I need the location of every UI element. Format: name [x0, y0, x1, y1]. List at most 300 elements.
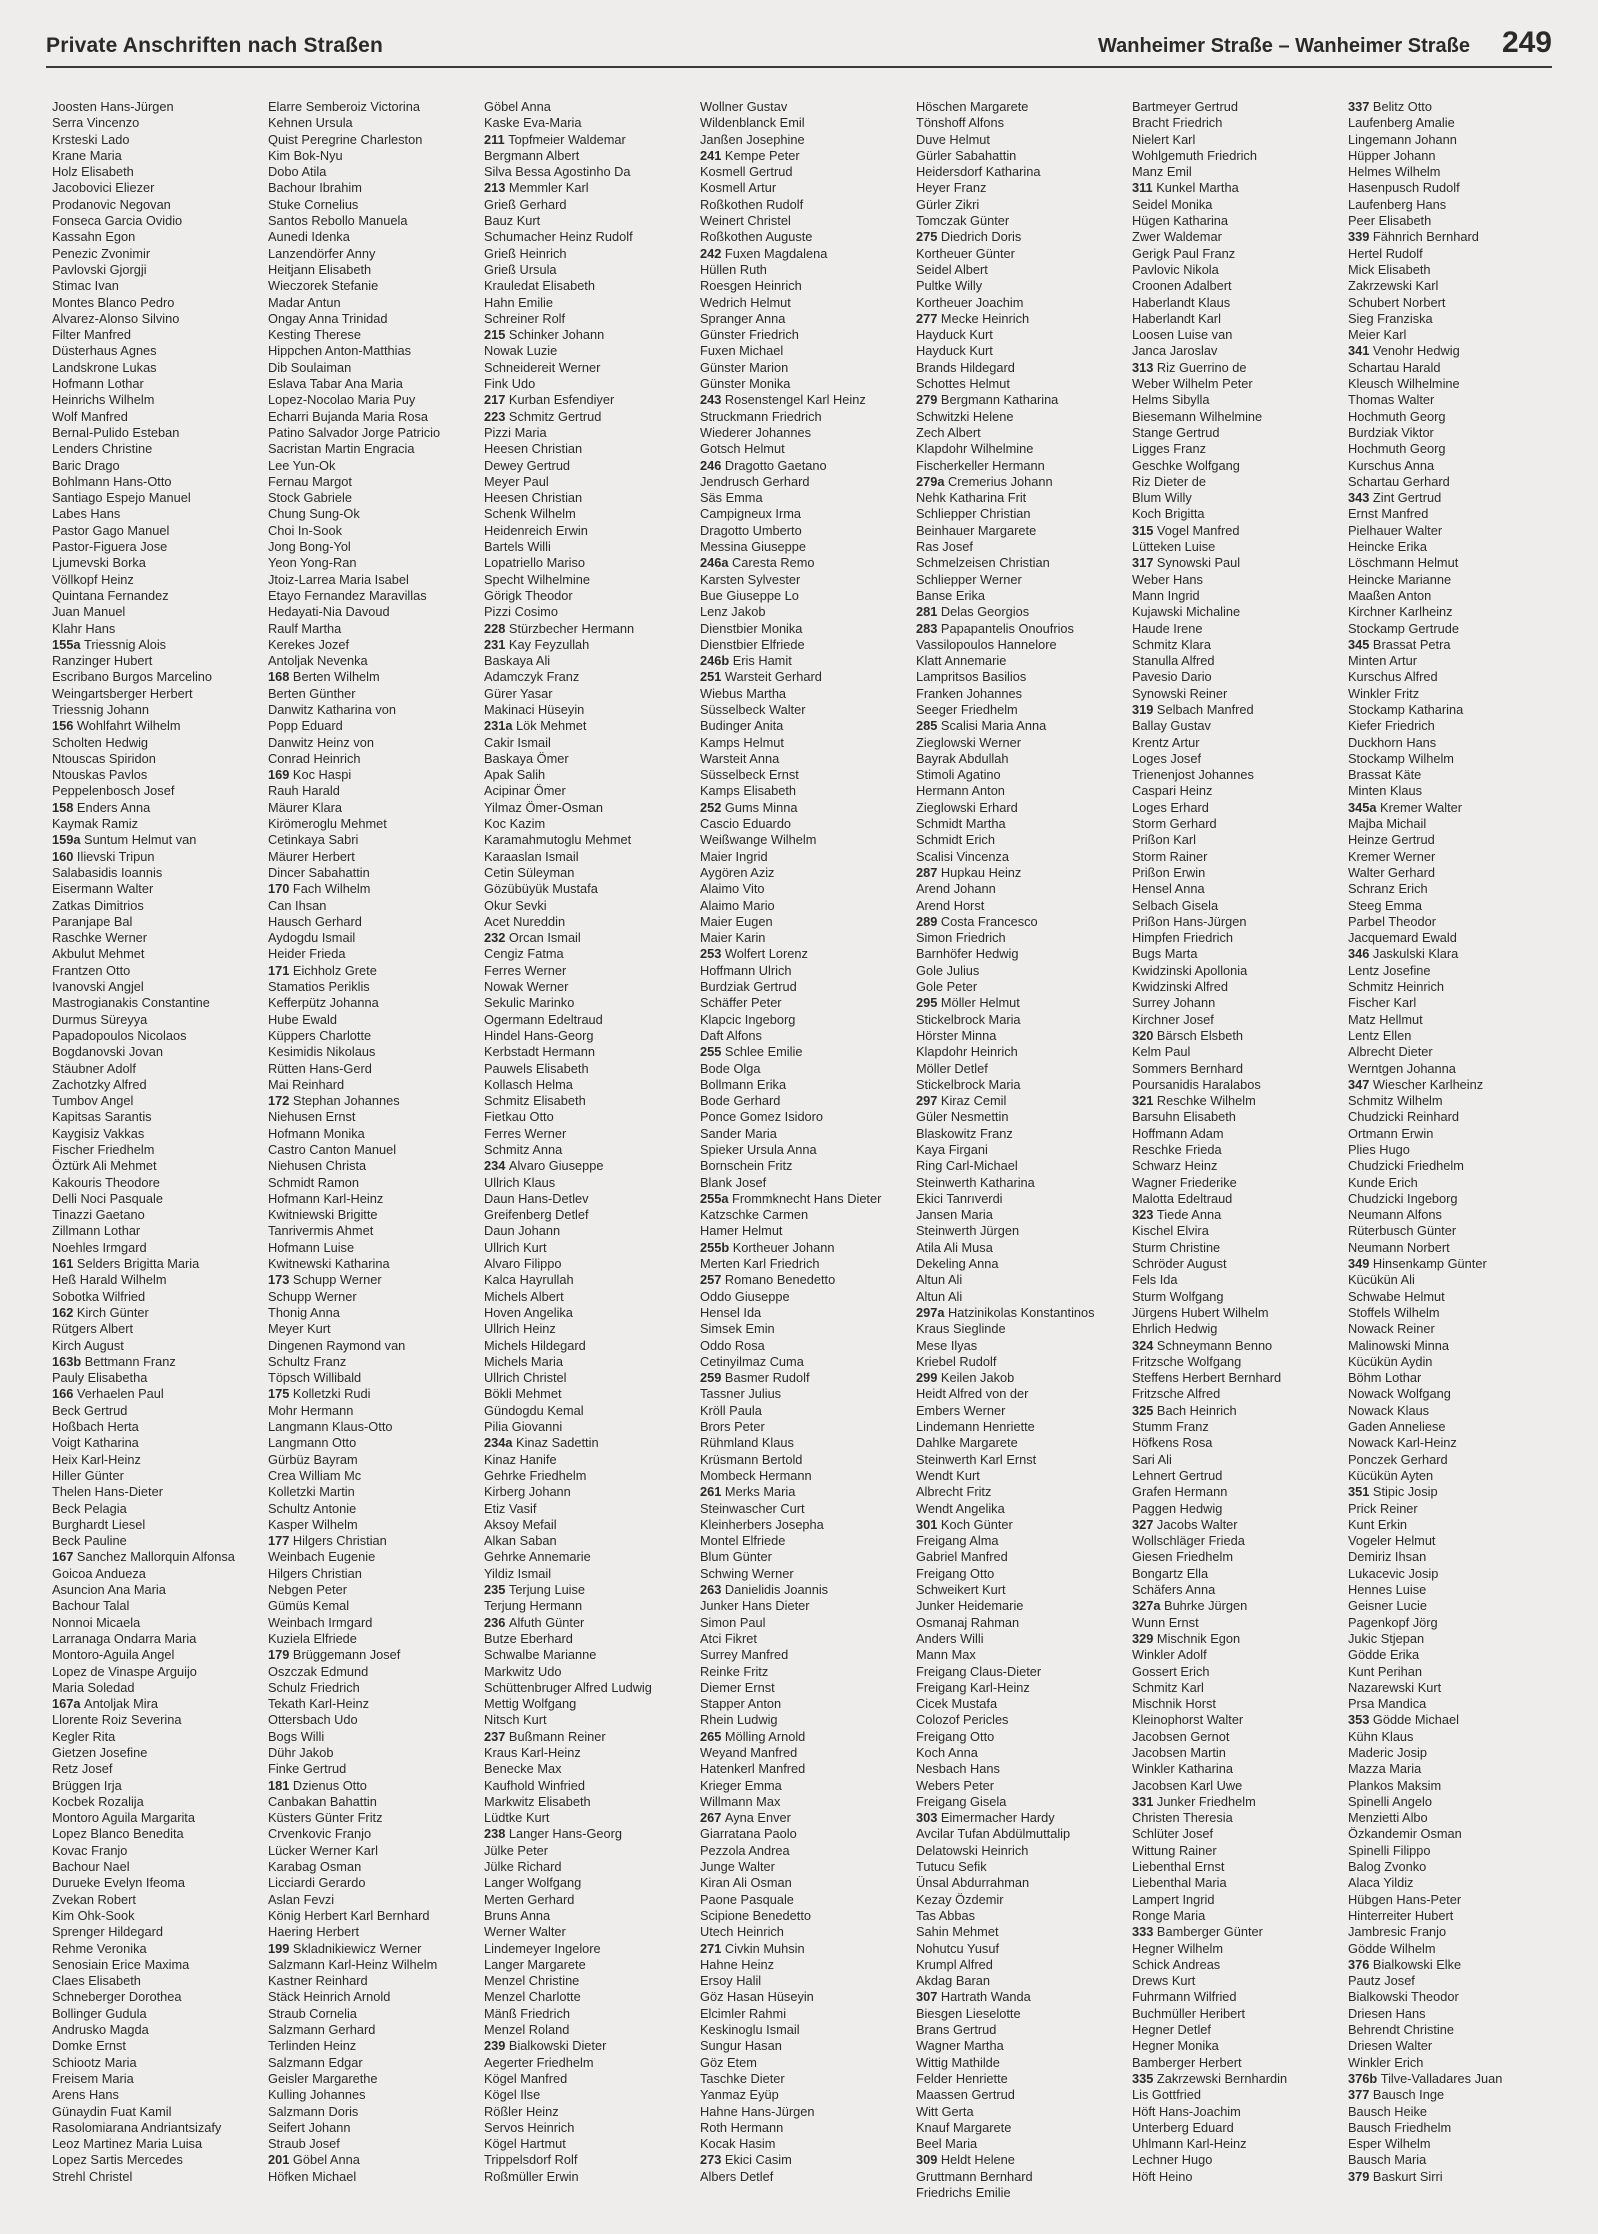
directory-entry	[52, 1044, 235, 1060]
directory-entry	[52, 1631, 235, 1647]
directory-entry	[916, 1924, 1095, 1940]
directory-entry	[1348, 1647, 1502, 1663]
directory-entry	[1348, 1044, 1502, 1060]
resident-name: Oddo Rosa	[700, 1337, 765, 1353]
directory-entry	[1348, 2120, 1502, 2136]
resident-name: Voigt Katharina	[52, 1435, 139, 1451]
directory-entry	[484, 1533, 652, 1549]
directory-entry	[268, 702, 440, 718]
directory-entry	[484, 1386, 652, 1402]
directory-entry	[484, 2055, 652, 2071]
directory-entry	[700, 343, 881, 359]
directory-entry	[1348, 686, 1502, 702]
directory-entry	[1348, 2136, 1502, 2152]
resident-name: Kirömeroglu Mehmet	[268, 816, 387, 832]
resident-name: Lampritsos Basilios	[916, 669, 1027, 685]
house-number: 231	[484, 636, 509, 652]
resident-name: Baskurt Sirri	[1372, 2168, 1443, 2184]
directory-entry	[52, 1810, 235, 1826]
resident-name: Triessnig Alois	[84, 636, 167, 652]
resident-name: Duve Helmut	[916, 131, 990, 147]
resident-name: Grieß Gerhard	[484, 196, 567, 212]
directory-entry	[484, 572, 652, 588]
resident-name: Drews Kurt	[1132, 1973, 1196, 1989]
directory-entry	[484, 1175, 652, 1191]
resident-name: Kirch August	[52, 1337, 124, 1353]
directory-entry	[484, 1207, 652, 1223]
directory-entry	[1348, 735, 1502, 751]
directory-entry	[52, 1403, 235, 1419]
resident-name: Bamberger Günter	[1156, 1924, 1263, 1940]
directory-entry	[484, 1875, 652, 1891]
resident-name: Hinsenkamp Günter	[1372, 1256, 1487, 1272]
directory-entry	[916, 881, 1095, 897]
directory-entry	[52, 409, 235, 425]
directory-entry	[700, 1989, 881, 2005]
resident-name: Dzienus Otto	[292, 1777, 367, 1793]
resident-name: Bach Heinrich	[1156, 1402, 1237, 1418]
house-number: 251	[700, 669, 725, 685]
resident-name: Elcimler Rahmi	[700, 2005, 787, 2021]
directory-entry	[268, 1240, 440, 1256]
resident-name: Fischerkeller Hermann	[916, 457, 1045, 473]
resident-name: Lindemeyer Ingelore	[484, 1940, 601, 1956]
resident-name: Spranger Anna	[700, 310, 786, 326]
resident-name: Prißon Erwin	[1132, 864, 1206, 880]
directory-entry	[52, 2136, 235, 2152]
directory-entry	[1348, 621, 1502, 637]
resident-name: Hartrath Wanda	[940, 1989, 1031, 2005]
resident-name: Heesen Christian	[484, 490, 583, 506]
directory-entry	[916, 946, 1095, 962]
directory-entry	[52, 376, 235, 392]
resident-name: Krieger Emma	[700, 1777, 782, 1793]
directory-entry	[700, 2152, 881, 2168]
resident-name: Sander Maria	[700, 1125, 777, 1141]
resident-name: Pagenkopf Jörg	[1348, 1614, 1438, 1630]
directory-entry	[1132, 1957, 1287, 1973]
directory-entry	[1348, 1338, 1502, 1354]
resident-name: Maier Ingrid	[700, 848, 768, 864]
directory-entry	[268, 718, 440, 734]
directory-entry	[1132, 800, 1287, 816]
resident-name: Selbach Gisela	[1132, 897, 1219, 913]
directory-entry	[484, 1321, 652, 1337]
resident-name: Ullrich Kurt	[484, 1239, 547, 1255]
resident-name: Michels Albert	[484, 1288, 564, 1304]
directory-entry	[1132, 1191, 1287, 1207]
directory-entry	[268, 327, 440, 343]
resident-name: Llorente Roiz Severina	[52, 1712, 182, 1728]
directory-entry	[1348, 1533, 1502, 1549]
resident-name: Süsselbeck Walter	[700, 701, 806, 717]
resident-name: Geisler Margarethe	[268, 2070, 378, 2086]
directory-entry	[700, 295, 881, 311]
directory-entry	[52, 963, 235, 979]
resident-name: Krane Maria	[52, 147, 122, 163]
directory-entry	[1348, 311, 1502, 327]
resident-name: Hippchen Anton-Matthias	[268, 343, 411, 359]
resident-name: Hiller Günter	[52, 1467, 124, 1483]
directory-entry	[1132, 425, 1287, 441]
house-number: 313	[1132, 359, 1157, 375]
directory-entry	[916, 523, 1095, 539]
resident-name: Bökli Mehmet	[484, 1386, 562, 1402]
directory-entry	[700, 995, 881, 1011]
directory-entry	[916, 1077, 1095, 1093]
directory-entry	[1132, 832, 1287, 848]
resident-name: Laufenberg Amalie	[1348, 115, 1455, 131]
resident-name: Kerbstadt Hermann	[484, 1044, 595, 1060]
resident-name: Özkandemir Osman	[1348, 1826, 1462, 1842]
resident-name: Biesemann Wilhelmine	[1132, 408, 1263, 424]
resident-name: Merks Maria	[724, 1484, 796, 1500]
directory-entry	[484, 1631, 652, 1647]
house-number: 259	[700, 1370, 725, 1386]
directory-entry	[52, 1452, 235, 1468]
directory-entry	[484, 1712, 652, 1728]
resident-name: Schreiner Rolf	[484, 310, 566, 326]
directory-entry	[700, 409, 881, 425]
resident-name: Crea William Mc	[268, 1467, 362, 1483]
directory-entry	[916, 2120, 1095, 2136]
directory-entry	[700, 1647, 881, 1663]
resident-name: Kücükün Ali	[1348, 1272, 1415, 1288]
house-number: 297a	[916, 1304, 949, 1320]
resident-name: Suntum Helmut van	[84, 832, 197, 848]
directory-entry	[1132, 1370, 1287, 1386]
resident-name: Barnhöfer Hedwig	[916, 946, 1019, 962]
directory-entry	[1348, 1452, 1502, 1468]
directory-entry	[1348, 767, 1502, 783]
house-number: 271	[700, 1940, 725, 1956]
resident-name: Krumpl Alfred	[916, 1956, 993, 1972]
resident-name: Loges Erhard	[1132, 799, 1209, 815]
resident-name: Kiraz Cemil	[940, 1093, 1007, 1109]
resident-name: Juan Manuel	[52, 604, 126, 620]
house-number: 263	[700, 1582, 725, 1598]
resident-name: Gümüs Kemal	[268, 1598, 350, 1614]
resident-name: Thomas Walter	[1348, 392, 1435, 408]
directory-entry	[268, 604, 440, 620]
resident-name: Neumann Alfons	[1348, 1207, 1442, 1223]
directory-entry	[268, 1126, 440, 1142]
resident-name: Möller Helmut	[940, 995, 1020, 1011]
resident-name: Günster Marion	[700, 359, 789, 375]
resident-name: Fels Ida	[1132, 1272, 1178, 1288]
resident-name: Bogdanovski Jovan	[52, 1044, 163, 1060]
resident-name: Demiriz Ihsan	[1348, 1549, 1427, 1565]
resident-name: Kulling Johannes	[268, 2087, 366, 2103]
resident-name: Avcilar Tufan Abdülmuttalip	[916, 1826, 1071, 1842]
resident-name: Fink Udo	[484, 376, 536, 392]
resident-name: Can Ihsan	[268, 897, 327, 913]
resident-name: Spinelli Filippo	[1348, 1842, 1431, 1858]
resident-name: Bogs Willi	[268, 1728, 325, 1744]
directory-entry	[916, 1158, 1095, 1174]
directory-entry	[916, 1859, 1095, 1875]
directory-entry	[1132, 686, 1287, 702]
directory-entry	[1348, 1745, 1502, 1761]
directory-entry	[1348, 1908, 1502, 1924]
directory-entry	[52, 604, 235, 620]
directory-entry	[1132, 783, 1287, 799]
resident-name: Karaaslan Ismail	[484, 848, 579, 864]
house-number: 156	[52, 718, 77, 734]
resident-name: Scalisi Maria Anna	[940, 718, 1047, 734]
resident-name: Öztürk Ali Mehmet	[52, 1158, 157, 1174]
resident-name: Sieg Franziska	[1348, 310, 1433, 326]
directory-entry	[52, 197, 235, 213]
resident-name: Terjung Luise	[508, 1582, 586, 1598]
resident-name: Ullrich Heinz	[484, 1321, 556, 1337]
directory-entry	[916, 963, 1095, 979]
directory-entry	[916, 1419, 1095, 1435]
directory-entry	[52, 1484, 235, 1500]
resident-name: Dienstbier Monika	[700, 620, 803, 636]
resident-name: Kögel Ilse	[484, 2087, 541, 2103]
resident-name: Kögel Hartmut	[484, 2136, 566, 2152]
directory-entry	[484, 604, 652, 620]
resident-name: Quintana Fernandez	[52, 587, 169, 603]
directory-entry	[484, 425, 652, 441]
directory-column	[484, 99, 652, 2185]
resident-name: Stoffels Wilhelm	[1348, 1304, 1440, 1320]
house-number: 337	[1348, 99, 1373, 114]
directory-entry	[916, 767, 1095, 783]
directory-entry	[484, 1647, 652, 1663]
resident-name: Nohutcu Yusuf	[916, 1940, 1000, 1956]
directory-entry	[1348, 1794, 1502, 1810]
resident-name: Stockamp Gertrude	[1348, 620, 1459, 636]
directory-entry	[916, 1517, 1095, 1533]
directory-entry	[1132, 1484, 1287, 1500]
directory-entry	[1132, 1533, 1287, 1549]
resident-name: Mischnik Horst	[1132, 1696, 1216, 1712]
house-number: 170	[268, 881, 293, 897]
resident-name: Völlkopf Heinz	[52, 571, 134, 587]
directory-entry	[52, 930, 235, 946]
resident-name: Domke Ernst	[52, 2038, 126, 2054]
directory-entry	[484, 197, 652, 213]
directory-entry	[52, 164, 235, 180]
resident-name: Steinwerth Katharina	[916, 1174, 1035, 1190]
directory-entry	[268, 506, 440, 522]
directory-entry	[52, 392, 235, 408]
resident-name: Lök Mehmet	[516, 718, 587, 734]
house-number: 351	[1348, 1484, 1373, 1500]
resident-name: Verhaelen Paul	[76, 1386, 164, 1402]
resident-name: Gürler Sabahattin	[916, 147, 1017, 163]
resident-name: Stäubner Adolf	[52, 1060, 136, 1076]
directory-entry	[268, 2087, 440, 2103]
resident-name: Blum Günter	[700, 1549, 772, 1565]
directory-entry	[916, 1501, 1095, 1517]
resident-name: Makinaci Hüseyin	[484, 701, 585, 717]
directory-entry	[1132, 2006, 1287, 2022]
resident-name: Gürbüz Bayram	[268, 1451, 358, 1467]
resident-name: Hügen Katharina	[1132, 213, 1229, 229]
directory-entry	[52, 1354, 235, 1370]
directory-entry	[268, 849, 440, 865]
resident-name: Kremer Werner	[1348, 848, 1436, 864]
directory-entry	[484, 881, 652, 897]
resident-name: Beck Gertrud	[52, 1402, 128, 1418]
directory-entry	[1132, 2038, 1287, 2054]
directory-entry	[484, 262, 652, 278]
directory-entry	[1132, 963, 1287, 979]
resident-name: Ottersbach Udo	[268, 1712, 358, 1728]
directory-entry	[1132, 1044, 1287, 1060]
directory-entry	[1132, 735, 1287, 751]
resident-name: Roßkothen Rudolf	[700, 196, 804, 212]
directory-entry	[52, 1126, 235, 1142]
directory-entry	[52, 653, 235, 669]
directory-entry	[1132, 1549, 1287, 1565]
resident-name: Montel Elfriede	[700, 1533, 786, 1549]
directory-entry	[484, 653, 652, 669]
directory-entry	[1348, 588, 1502, 604]
resident-name: Hoßbach Herta	[52, 1419, 139, 1435]
resident-name: Ronge Maria	[1132, 1907, 1206, 1923]
directory-entry	[700, 262, 881, 278]
resident-name: Nielert Karl	[1132, 131, 1196, 147]
directory-entry	[700, 832, 881, 848]
resident-name: Witt Gerta	[916, 2103, 974, 2119]
directory-entry	[484, 539, 652, 555]
resident-name: Prißon Hans-Jürgen	[1132, 913, 1247, 929]
directory-entry	[268, 1566, 440, 1582]
resident-name: Kesting Therese	[268, 327, 361, 343]
directory-entry	[1132, 1272, 1287, 1288]
resident-name: Cicek Mustafa	[916, 1696, 998, 1712]
resident-name: Göbel Anna	[484, 99, 551, 114]
resident-name: Nonnoi Micaela	[52, 1614, 141, 1630]
resident-name: Klapdohr Wilhelmine	[916, 441, 1034, 457]
resident-name: Kwidzinski Apollonia	[1132, 962, 1248, 978]
house-number: 267	[700, 1810, 725, 1826]
resident-name: Jansen Maria	[916, 1207, 993, 1223]
resident-name: Fritzsche Alfred	[1132, 1386, 1221, 1402]
house-number: 161	[52, 1256, 77, 1272]
resident-name: Roth Hermann	[700, 2119, 784, 2135]
resident-name: Kim Ohk-Sook	[52, 1907, 135, 1923]
resident-name: Hausch Gerhard	[268, 913, 362, 929]
directory-entry	[52, 1419, 235, 1435]
directory-entry	[916, 995, 1095, 1011]
directory-entry	[1132, 1631, 1287, 1647]
directory-entry	[700, 539, 881, 555]
directory-entry	[916, 539, 1095, 555]
directory-entry	[484, 800, 652, 816]
directory-column	[268, 99, 440, 2185]
resident-name: Hahn Emilie	[484, 294, 553, 310]
directory-entry	[268, 1892, 440, 1908]
directory-entry	[268, 669, 440, 685]
directory-entry	[1132, 865, 1287, 881]
directory-entry	[700, 1810, 881, 1826]
directory-entry	[268, 637, 440, 653]
directory-entry	[52, 523, 235, 539]
resident-name: Hegner Detlef	[1132, 2022, 1211, 2038]
directory-entry	[1348, 506, 1502, 522]
directory-entry	[700, 1077, 881, 1093]
directory-entry	[1348, 2087, 1502, 2103]
directory-entry	[52, 1533, 235, 1549]
resident-name: Baskaya Ali	[484, 653, 551, 669]
house-number: 255a	[700, 1190, 733, 1206]
resident-name: Durmus Süreyya	[52, 1011, 148, 1027]
directory-entry	[52, 1615, 235, 1631]
resident-name: Bettmann Franz	[84, 1353, 176, 1369]
directory-entry	[52, 2120, 235, 2136]
directory-entry	[916, 832, 1095, 848]
resident-name: Stürzbecher Hermann	[508, 620, 635, 636]
resident-name: Kücükün Ayten	[1348, 1467, 1434, 1483]
house-number: 324	[1132, 1337, 1157, 1353]
directory-entry	[1132, 360, 1287, 376]
directory-entry	[916, 783, 1095, 799]
resident-name: Burdziak Gertrud	[700, 979, 797, 995]
house-number: 379	[1348, 2168, 1373, 2184]
directory-entry	[484, 1484, 652, 1500]
directory-entry	[484, 2136, 652, 2152]
directory-entry	[52, 1093, 235, 1109]
directory-entry	[916, 1957, 1095, 1973]
resident-name: Hensel Ida	[700, 1304, 762, 1320]
directory-entry	[916, 425, 1095, 441]
resident-name: Bornschein Fritz	[700, 1158, 793, 1174]
resident-name: Romano Benedetto	[724, 1272, 836, 1288]
resident-name: Hamer Helmut	[700, 1223, 783, 1239]
directory-entry	[268, 1403, 440, 1419]
directory-entry	[916, 490, 1095, 506]
resident-name: Jürgens Hubert Wilhelm	[1132, 1304, 1269, 1320]
resident-name: Wittig Mathilde	[916, 2054, 1000, 2070]
directory-entry	[916, 1126, 1095, 1142]
directory-entry	[916, 409, 1095, 425]
resident-name: Dahlke Margarete	[916, 1435, 1018, 1451]
directory-entry	[484, 767, 652, 783]
directory-entry	[916, 1354, 1095, 1370]
resident-name: Ongay Anna Trinidad	[268, 310, 388, 326]
directory-entry	[1132, 1892, 1287, 1908]
directory-entry	[1132, 1761, 1287, 1777]
directory-entry	[700, 1566, 881, 1582]
resident-name: Landskrone Lukas	[52, 359, 157, 375]
resident-name: Lechner Hugo	[1132, 2152, 1213, 2168]
resident-name: Okur Sevki	[484, 897, 547, 913]
directory-entry	[700, 1419, 881, 1435]
directory-entry	[484, 1012, 652, 1028]
directory-entry	[52, 800, 235, 816]
directory-entry	[52, 506, 235, 522]
directory-entry	[1348, 458, 1502, 474]
directory-entry	[484, 1941, 652, 1957]
resident-name: Stockamp Wilhelm	[1348, 750, 1454, 766]
resident-name: Buhrke Jürgen	[1164, 1598, 1248, 1614]
directory-entry	[700, 588, 881, 604]
directory-entry	[268, 132, 440, 148]
directory-entry	[1132, 1745, 1287, 1761]
resident-name: Janßen Josephine	[700, 131, 805, 147]
resident-name: Schranz Erich	[1348, 881, 1428, 897]
resident-name: Grieß Heinrich	[484, 245, 567, 261]
directory-entry	[916, 458, 1095, 474]
resident-name: Brüggemann Josef	[292, 1647, 401, 1663]
directory-entry	[700, 1794, 881, 1810]
house-number: 295	[916, 995, 941, 1011]
